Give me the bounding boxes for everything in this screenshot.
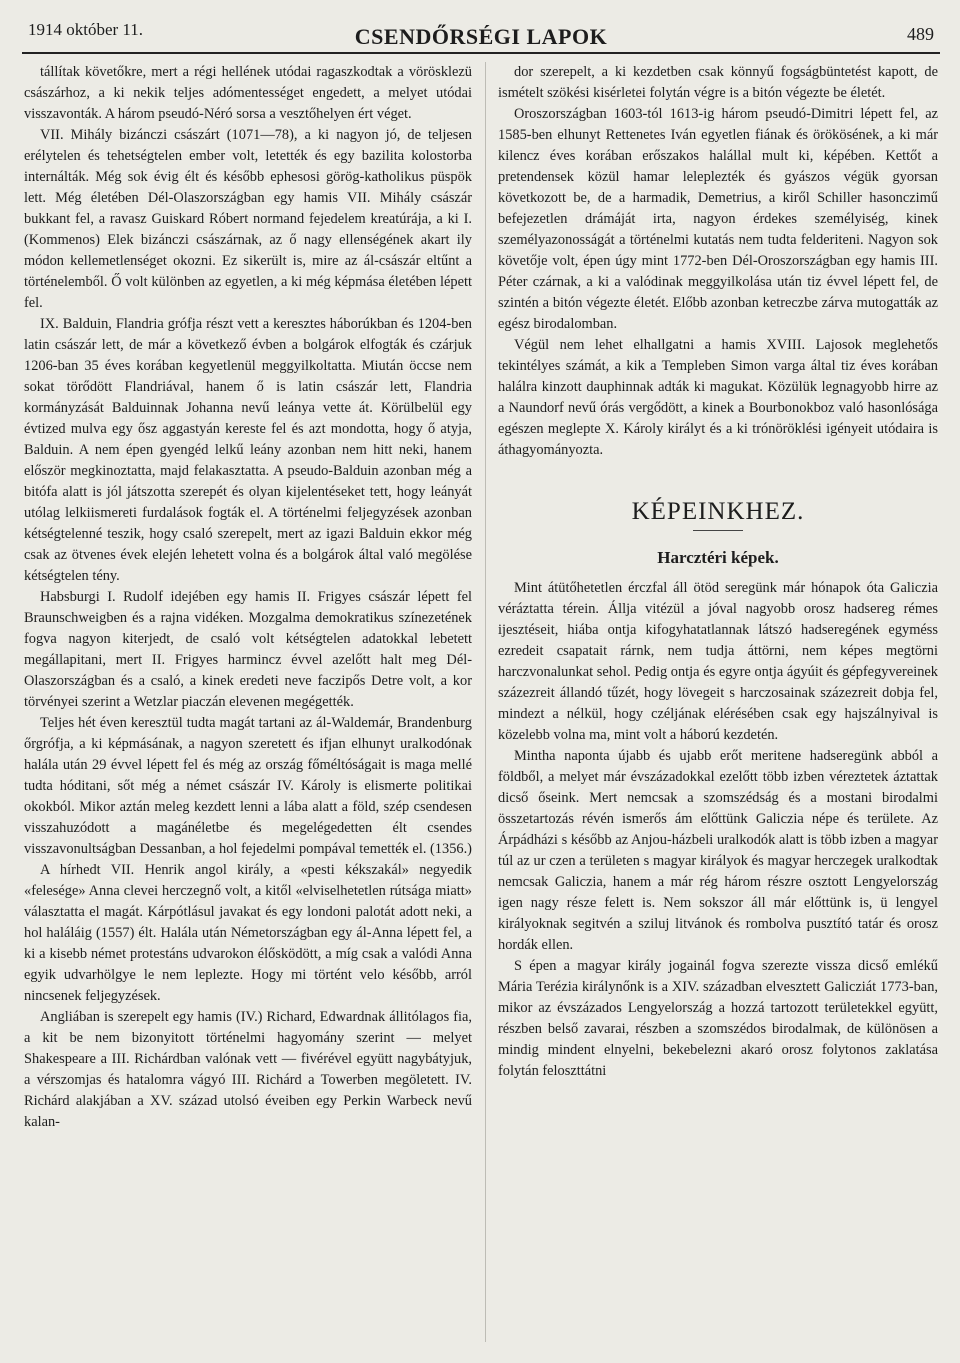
article-paragraph: Teljes hét éven keresztül tudta magát tartani az ál-Waldemár, Brandenburg őrgrófja, a ki képmásának, a nagyon szeretett és ifjan elhunyt uralkodónak halála után 29 évvel lépett fel és még az ország főméltóságait is maga mellé tudta hóditani, sőt még a német császár IV. Károly is elismerte politikai okokból. Mikor aztán meleg kezdett lenni a lába alatt a föld, szép csendesen visszahuzódott a magánéletbe és megelégedetten élt csendes visszavonultságban Dessanban, a hol fejedelmi pompával temették el. (1356.) [24, 715, 472, 857]
issue-date: 1914 október 11. [28, 20, 144, 39]
article-paragraph: VII. Mihály bizánczi császárt (1071—78), a ki nagyon jó, de teljesen erélytelen és tehetségtelen ember volt, letették és egy bazilita kolostorba internálták. Még sok évig élt és később ephesosi görög-katholikus püspök lett. Még életében Dél-Olaszországban egy hamis VII. Mihály császár bukkant fel, a ravasz Guiskard Róbert normand fejedelem kreatúrája, a ki I. (Kommenos) Elek bizánczi császárnak, az ő nagy ellenségének akart ily módon kellemetlenséget okozni. Ez sikerült is, mire az ál-császár eltűnt a történelemből. Ő volt különben az egyetlen, a ki még képmása életében lépett fel. [24, 127, 472, 311]
left-column [24, 62, 472, 1133]
right-column [498, 62, 938, 1082]
page-number: 489 [907, 24, 934, 44]
article-paragraph: IX. Balduin, Flandria grófja részt vett a keresztes háborúkban és 1204-ben latin császár lett, de már a következő évben a bolgárok elfogták és czárjuk 1206-ban 35 éves korában kegyetlenül meggyilkoltatta. Miután öccse nem sokat törődött Flandriával, hanem ő is latin császár lett, Flandria kormányzását Balduinnak Johanna nevű leánya vette át. Körülbelül egy évtized mulva egy ősz aggastyán kereste fel és azt mondotta, hogy ő atyja, Balduin. A nem épen gyengéd lelkű leány azonban nem hitt neki, hanem először megkinoztatta, majd felakasztatta. A pseudo-Balduin azonban még a bitófa alatt is jól játszotta szerepét és olyan kijelentéseket tett, hogy leányát utólag lelkiismereti furdalások fogták el. A történelmi feljegyzések azonban kétségtelenné teszik, hogy csaló szerepelt, mert az igazi Balduin ekkor még csak az ötvenes évek elején lehetett volna és a bolgárok által való megölése kétségtelen tény. [24, 316, 472, 584]
article-paragraph: Oroszországban 1603-tól 1613-ig három pseudó-Dimitri lépett fel, az 1585-ben elhunyt Rettenetes Iván egyetlen fiának és örökösének, a ki már kilencz éves korában erőszakos halállal mult ki, képében. Kettőt a pretendensek közül hamar leleplezték és gyászos végük gyorsan követkozott be, de a harmadik, Demetrius, a kiről Schiller hasonczimű befejezetlen drámáját irta, nagyon érdekes személyiség, kinek személyazonosságát a történelmi kutatás nem tudta felderiteni. Nagyon sok követője volt, épen úgy mint 1772-ben Dél-Oroszországban egy hamis III. Péter czárnak, a ki a valódinak meggyilkolása után tiz évvel lépett fel, de szintén a bitón végezte életét. Előbb azonban ketreczbe zárva mutogatták az egész birodalomban. [498, 106, 938, 332]
article-paragraph: Mint átütőhetetlen érczfal áll ötöd seregünk már hónapok óta Galiczia véráztatta térein. Állja vitézül a jóval nagyobb orosz hadsereg rémes ijesztéseit, hiába ontja kifogyhatatlannak látszó hadseregének egyméss ezredeit csapatait rárnk, nem tudja áttörni, nem képes megtörni harczvonalunkat sehol. Pedig ontja és egyre ontja ágyúit és gépfegyvereinek százezreit állandó tűzét, hogy lövegeit s harczosainak százezreit dobja fel, mindezt a nélkül, hogy czéljának elérésében csak egy hajszálnyival is közelebb volna ma, mint volt a háború kezdetén. [498, 580, 938, 743]
article-paragraph: Végül nem lehet elhallgatni a hamis XVIII. Lajosok meglehetős tekintélyes számát, a kik a Templeben Simon varga által tiz éves korában halálra kinzott dauphinnak adták ki magukat. Közülük legnagyobb hirre az a Naundorf nevű órás vergődött, a kinek a Bourbonokboz való hasonlósága egészen meglepte X. Károly királyt és a ki trónöröklési igényeit utódaira is áthagyományozta. [498, 337, 938, 458]
subsection-title: Harcztéri képek. [657, 548, 779, 567]
article-paragraph: Mintha naponta újabb és ujabb erőt meritene hadseregünk abból a földből, a melyet már évszázadokkal ezelőtt több izben véreztetek áztattak dicső őseink. Mert nemcsak a szomszédság és a mostani birodalmi összetartozás révén ismerős ám előttünk Galiczia népe és területe. Az Árpádházi s később az Anjou-házbeli uralkodók alatt is több izben a magyar túl az ur czen a területen s magyar királyok és magyar herczegek uralkodtak nemcsak Galiczia, hanem a már rég három részre osztott Lengyelország igen nagy része felett is. Nem sokszor áll már előttünk is, ü lengyel királyoknak segitvén a sziluj litvánok és rombolva pusztító tatár és orosz hordák ellen. [498, 748, 938, 953]
page-header [22, 18, 940, 54]
article-paragraph: S épen a magyar király jogainál fogva szerezte vissza dicső emlékű Mária Terézia királynőnk is a XIV. században elvesztett Galicziát 1773-ban, mikor az évszázados Lengyelország a hozzá tartozott területekkel együtt, részben belső zavarai, részben a szomszédos birodalmak, de különösen a mindig mindent elnyelni, bekebelezni akaró orosz folytonos zaklatása folytán feloszttátni [498, 958, 938, 1079]
article-paragraph: Habsburgi I. Rudolf idejében egy hamis II. Frigyes császár lépett fel Braunschweigben és a rajna vidéken. Mozgalma demokratikus színezetének fogva nagyon kiterjedt, de csaló volt kétségtelen adatokkal lebetett megállapitani, mert II. Frigyes harmincz évvel azelőtt halt meg Dél-Olaszországban és a csaló, a kinek eredeti neve faczipős Detre volt, a kor törvényei szerint a Wetzlar piaczán elevenen megégették. [24, 589, 472, 710]
section-title: KÉPEINKHEZ. [631, 498, 805, 525]
article-paragraph: Angliában is szerepelt egy hamis (IV.) Richard, Edwardnak állitólagos fia, a kit be nem bizonyitott történelmi hagyomány szerint — melyet Shakespeare a III. Richárdban valónak vett — fivérével együtt nagybátyjuk, a vérszomjas és hatalomra vágyó III. Richárd a Towerben megöletett. IV. Richárd alakjában a XV. század utolsó éveiben egy Perkin Warbeck nevű kalan- [24, 1009, 472, 1130]
article-paragraph: A hírhedt VII. Henrik angol király, a «pesti kékszakál» negyedik «felesége» Anna clevei herczegnő volt, a kitől «elviselhetetlen rútsága miatt» választatta el magát. Kárpótlásul javakat és egy londoni palotát adott neki, a hol haláláig (1557) élt. Halála után Németországban egy ál-Anna lépett fel, a ki a kisebb német protestáns udvarokon élősködött, a míg csak a valódi Anna egyik udvarhölgye le nem leplezte. Hogy mi történt velo később, arról nincsenek feljegyzések. [24, 862, 472, 1004]
article-paragraph: dor szerepelt, a ki kezdetben csak könnyű fogságbüntetést kapott, de ismételt szökési kisérletei folytán végre is a bitón végezte be életét. [498, 64, 938, 101]
publication-title: CSENDŐRSÉGI LAPOK [354, 24, 608, 49]
article-paragraph: tállítak követőkre, mert a régi hellének utódai ragaszkodtak a vörösklezü császárhoz, a ki nekik teljes adómentességet engedett, a melyet utódai visszavonták. A három pseudó-Néró sorsa a vesztőhelyen ért véget. [24, 64, 472, 122]
section-rule [693, 530, 743, 531]
column-divider [485, 62, 486, 1342]
